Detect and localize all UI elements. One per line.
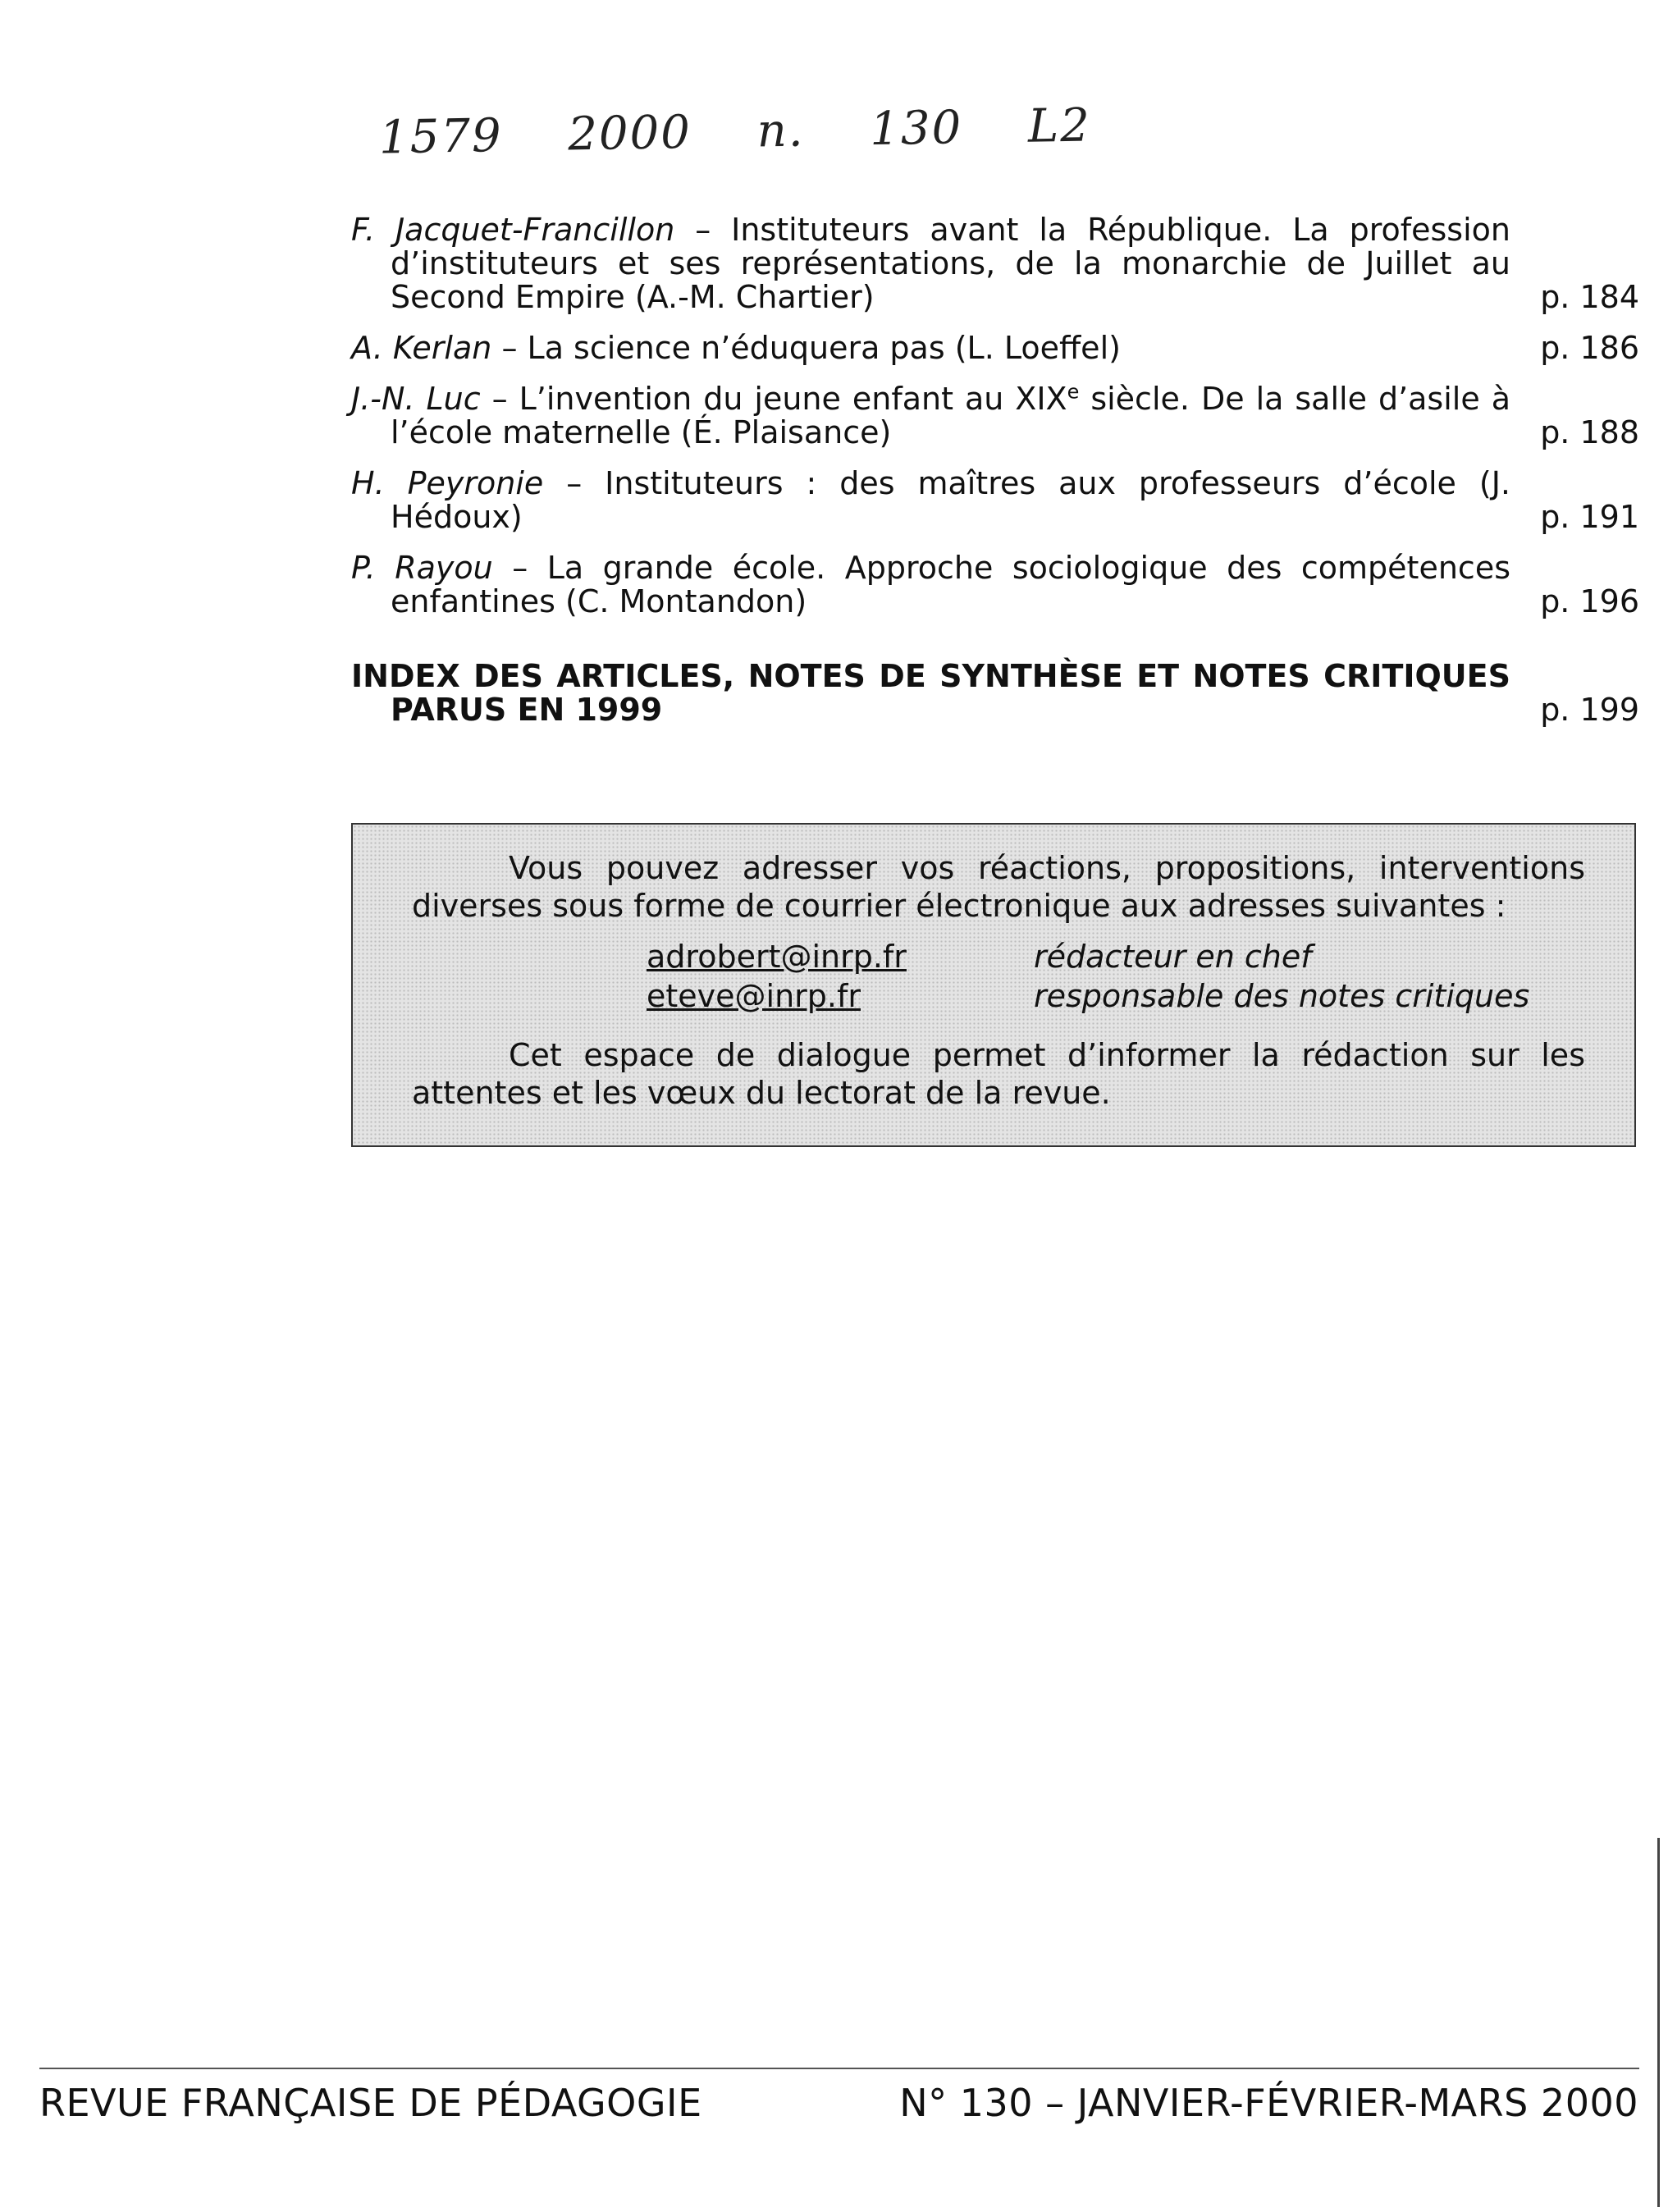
entry-title-cont: siècle. De la salle d’asile à l’école maternelle (É. Plaisance) xyxy=(391,381,1510,450)
entry-page: p. 196 xyxy=(1540,583,1639,619)
notice-intro: Vous pouvez adresser vos réactions, propositions, interventions diverses sous forme de courrier électronique aux adresses suivantes : xyxy=(412,850,1585,924)
entry-title: – La science n’éduquera pas (L. Loeffel) xyxy=(491,330,1121,366)
entry-title: – L’invention du jeune enfant au XIX xyxy=(480,381,1067,417)
entry-author: F. Jacquet-Francillon xyxy=(351,212,675,248)
entry-author: H. Peyronie xyxy=(351,465,544,501)
entry-page: p. 188 xyxy=(1540,414,1639,450)
entry-page: p. 191 xyxy=(1540,499,1639,535)
toc-entry xyxy=(351,467,1639,534)
toc-entry xyxy=(351,551,1639,619)
toc-entry xyxy=(351,331,1639,365)
scan-edge-line xyxy=(1657,1838,1660,2207)
entry-author: J.-N. Luc xyxy=(351,381,481,417)
entry-title: – La grande école. Approche sociologique des compétences enfantines (C. Montandon) xyxy=(391,550,1510,619)
toc-entry xyxy=(351,382,1639,450)
issue-info: N° 130 – JANVIER-FÉVRIER-MARS 2000 xyxy=(899,2081,1638,2125)
entry-author: P. Rayou xyxy=(351,550,493,586)
index-title: INDEX DES ARTICLES, NOTES DE SYNTHÈSE ET NOTES CRITIQUES PARUS EN 1999 xyxy=(351,658,1510,728)
table-of-contents xyxy=(351,213,1639,744)
journal-title: REVUE FRANÇAISE DE PÉDAGOGIE xyxy=(39,2081,702,2125)
entry-author: A. Kerlan xyxy=(351,330,492,366)
index-entry xyxy=(351,660,1639,727)
contact-notice-box xyxy=(351,823,1636,1147)
toc-entry xyxy=(351,213,1639,314)
email-link-reviews[interactable]: eteve@inrp.fr xyxy=(647,978,861,1014)
handwritten-note: 1579 2000 n. 130 L2 xyxy=(378,98,1092,165)
entry-page: p. 186 xyxy=(1540,330,1639,366)
index-page: p. 199 xyxy=(1540,692,1639,728)
entry-page: p. 184 xyxy=(1540,279,1639,315)
footer-divider xyxy=(39,2068,1639,2069)
notice-outro: Cet espace de dialogue permet d’informer la rédaction sur les attentes et les vœux du lectorat de la revue. xyxy=(412,1037,1585,1111)
role-reviews: responsable des notes critiques xyxy=(1034,978,1530,1014)
superscript: e xyxy=(1067,380,1080,404)
entry-title: – Instituteurs avant la République. La profession d’instituteurs et ses représentations, de la monarchie de Juillet au Second Empire (A.-M. Chartier) xyxy=(391,212,1510,315)
entry-title: – Instituteurs : des maîtres aux professeurs d’école (J. Hédoux) xyxy=(391,465,1510,535)
email-link-editor[interactable]: adrobert@inrp.fr xyxy=(647,939,907,975)
role-editor: rédacteur en chef xyxy=(1034,939,1312,975)
